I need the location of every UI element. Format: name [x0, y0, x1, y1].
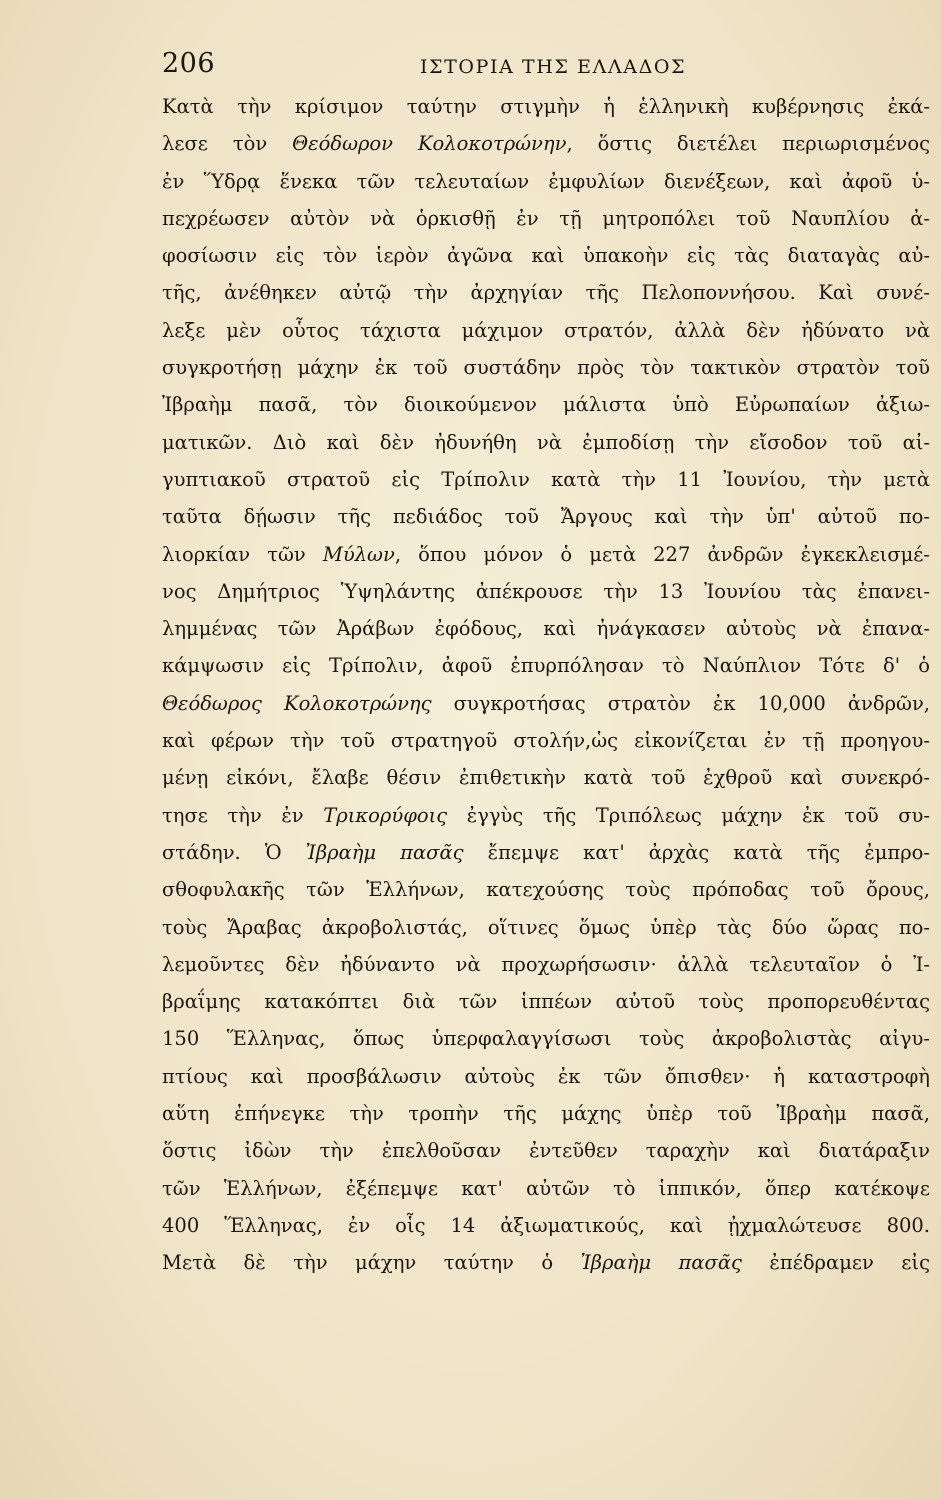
text-run: 400 Ἕλληνας, ἐν οἷς 14 ἀξιωματικούς, καὶ ᾐχμαλώτευσε 800. [162, 1213, 930, 1237]
text-line [162, 647, 930, 684]
text-line [162, 1132, 930, 1169]
text-line [162, 424, 930, 461]
text-run: τῆς, ἀνέθηκεν αὐτῷ τὴν ἀρχηγίαν τῆς Πελοποννήσου. Καὶ συνέ- [162, 281, 930, 305]
text-line [162, 461, 930, 498]
text-run: συγκροτήσῃ μάχην ἐκ τοῦ συστάδην πρὸς τὸν τακτικὸν στρατὸν τοῦ [162, 356, 930, 380]
text-run: αὕτη ἐπήνεγκε τὴν τροπὴν τῆς μάχης ὑπὲρ τοῦ Ἰβραὴμ πασᾶ, [162, 1102, 930, 1126]
text-line [162, 1058, 930, 1095]
text-line [162, 722, 930, 759]
text-line [162, 163, 930, 200]
text-line [162, 88, 930, 125]
text-line [162, 536, 930, 573]
italic-name: Θεόδωρος Κολοκοτρώνης [162, 691, 432, 715]
text-run: λεμοῦντες δὲν ἠδύναντο νὰ προχωρήσωσιν· ἀλλὰ τελευταῖον ὁ Ἰ- [162, 952, 930, 976]
text-line [162, 759, 930, 796]
text-run: τῶν Ἑλλήνων, ἐξέπεμψε κατ' αὐτῶν τὸ ἱππικόν, ὅπερ κατέκοψε [162, 1176, 930, 1200]
text-line [162, 498, 930, 535]
text-run: τοὺς Ἄραβας ἀκροβολιστάς, οἵτινες ὅμως ὑπὲρ τὰς δύο ὥρας πο- [162, 915, 930, 939]
text-line [162, 685, 930, 722]
text-line [162, 1020, 930, 1057]
text-line [162, 983, 930, 1020]
text-line [162, 1095, 930, 1132]
italic-name: Ἰβραὴμ πασᾶς [580, 1251, 742, 1275]
text-run: σθοφυλακῆς τῶν Ἑλλήνων, κατεχούσης τοὺς πρόποδας τοῦ ὄρους, [162, 878, 930, 902]
text-line [162, 349, 930, 386]
text-run: συγκροτήσας στρατὸν ἐκ 10,000 ἀνδρῶν, [431, 691, 930, 715]
text-run: ἐγγὺς τῆς Τριπόλεως μάχην ἐκ τοῦ συ- [447, 803, 930, 827]
text-line [162, 909, 930, 946]
text-run: Μετὰ δὲ τὴν μάχην ταύτην ὁ [162, 1251, 581, 1275]
text-line [162, 1207, 930, 1244]
text-run: κάμψωσιν εἰς Τρίπολιν, ἀφοῦ ἐπυρπόλησαν τὸ Ναύπλιον Τότε δ' ὁ [162, 654, 930, 678]
text-line [162, 200, 930, 237]
text-run: ὅστις ἰδὼν τὴν ἐπελθοῦσαν ἐντεῦθεν ταραχὴν καὶ διατάραξιν [162, 1139, 930, 1163]
text-run: νος Δημήτριος Ὑψηλάντης ἀπέκρουσε τὴν 13 Ἰουνίου τὰς ἐπανει- [162, 579, 930, 603]
text-run: ταῦτα δῄωσιν τῆς πεδιάδος τοῦ Ἄργους καὶ τὴν ὑπ' αὐτοῦ πο- [162, 505, 930, 529]
text-line [162, 1244, 930, 1281]
text-run: λιορκίαν τῶν [162, 542, 323, 566]
text-line [162, 610, 930, 647]
text-run: τησε τὴν ἐν [162, 803, 324, 827]
text-run: καὶ φέρων τὴν τοῦ στρατηγοῦ στολήν,ὡς εἰκονίζεται ἐν τῇ προηγου- [162, 729, 930, 753]
text-run: Ἰβραὴμ πασᾶ, τὸν διοικούμενον μάλιστα ὑπὸ Εὐρωπαίων ἀξιω- [162, 393, 930, 417]
text-line [162, 834, 930, 871]
italic-name: Ἰβραὴμ πασᾶς [305, 840, 464, 864]
text-run: λεξε μὲν οὗτος τάχιστα μάχιμον στρατόν, ἀλλὰ δὲν ἠδύνατο νὰ [162, 318, 930, 342]
text-line [162, 237, 930, 274]
body-text [162, 88, 930, 1282]
text-run: , ὅστις διετέλει περιωρισμένος [566, 132, 930, 156]
text-run: φοσίωσιν εἰς τὸν ἱερὸν ἀγῶνα καὶ ὑπακοὴν εἰς τὰς διαταγὰς αὐ- [162, 244, 930, 268]
italic-name: Τρικορύφοις [323, 803, 448, 827]
text-line [162, 312, 930, 349]
text-line [162, 797, 930, 834]
text-line [162, 573, 930, 610]
text-run: πτίους καὶ προσβάλωσιν αὐτοὺς ἐκ τῶν ὄπισθεν· ἡ καταστροφὴ [162, 1064, 930, 1088]
text-run: βραΐμης κατακόπτει διὰ τῶν ἱππέων αὐτοῦ τοὺς προπορευθέντας [162, 990, 930, 1014]
text-run: στάδην. Ὁ [162, 840, 306, 864]
text-line [162, 125, 930, 162]
text-line [162, 274, 930, 311]
text-run: ματικῶν. Διὸ καὶ δὲν ἠδυνήθη νὰ ἐμποδίσῃ τὴν εἴσοδον τοῦ αἰ- [162, 430, 930, 454]
text-run: ἐπέδραμεν εἰς [741, 1251, 930, 1275]
italic-name: Θεόδωρον Κολοκοτρώνην [292, 132, 567, 156]
text-line [162, 871, 930, 908]
text-run: λημμένας τῶν Ἀράβων ἐφόδους, καὶ ἠνάγκασεν αὐτοὺς νὰ ἐπανα- [162, 617, 930, 641]
page-number: 206 [162, 48, 216, 79]
text-run: μένῃ εἰκόνι, ἔλαβε θέσιν ἐπιθετικὴν κατὰ τοῦ ἐχθροῦ καὶ συνεκρό- [162, 766, 930, 790]
text-run: λεσε τὸν [162, 132, 293, 156]
text-run: γυπτιακοῦ στρατοῦ εἰς Τρίπολιν κατὰ τὴν 11 Ἰουνίου, τὴν μετὰ [162, 467, 930, 491]
text-run: , ὅπου μόνον ὁ μετὰ 227 ἀνδρῶν ἐγκεκλεισμέ- [394, 542, 930, 566]
text-run: ἐν Ὕδρᾳ ἕνεκα τῶν τελευταίων ἐμφυλίων διενέξεων, καὶ ἀφοῦ ὑ- [162, 169, 930, 193]
italic-name: Μύλων [322, 542, 395, 566]
running-head [162, 48, 917, 88]
text-line [162, 386, 930, 423]
text-line [162, 1170, 930, 1207]
text-run: Κατὰ τὴν κρίσιμον ταύτην στιγμὴν ἡ ἑλληνικὴ κυβέρνησις ἐκά- [162, 95, 930, 118]
text-run: πεχρέωσεν αὐτὸν νὰ ὁρκισθῇ ἐν τῇ μητροπόλει τοῦ Ναυπλίου ἀ- [162, 206, 930, 230]
text-run: ἔπεμψε κατ' ἀρχὰς κατὰ τῆς ἐμπρο- [463, 840, 930, 864]
running-title: ΙΣΤΟΡΙΑ ΤΗΣ ΕΛΛΑΔΟΣ [420, 56, 687, 78]
text-line [162, 946, 930, 983]
text-run: 150 Ἕλληνας, ὅπως ὑπερφαλαγγίσωσι τοὺς ἀκροβολιστὰς αἰγυ- [162, 1027, 930, 1051]
